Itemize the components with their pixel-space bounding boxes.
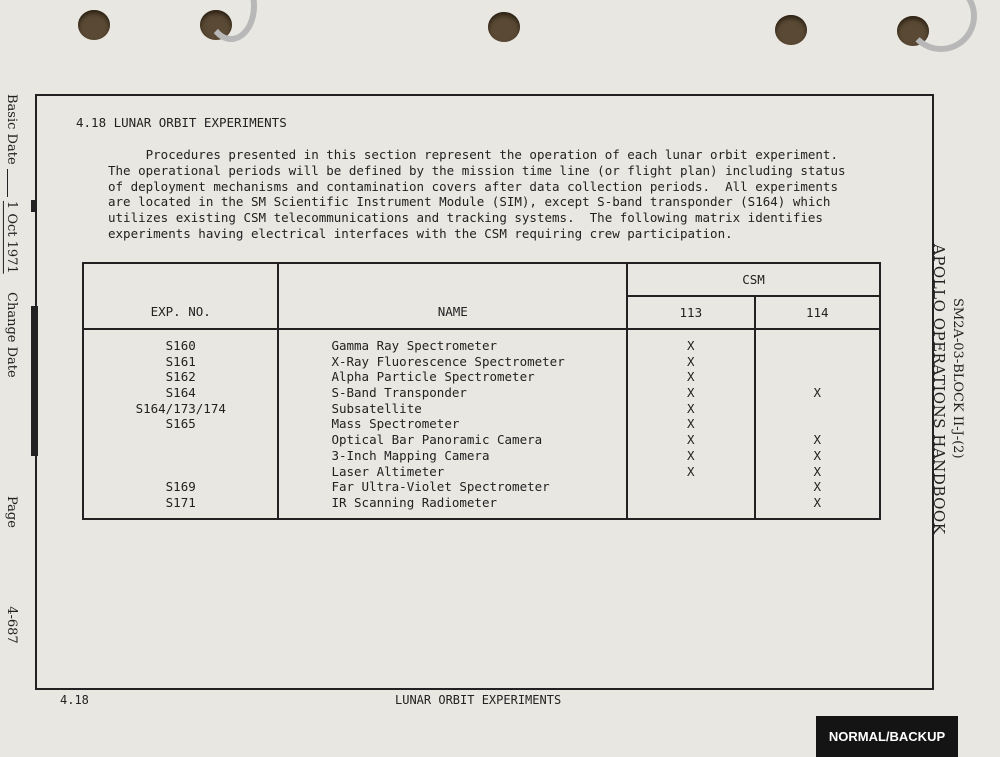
- experiment-name-cell: 3-Inch Mapping Camera: [331, 447, 490, 463]
- paragraph-line: of deployment mechanisms and contamination covers after data collection periods. All experiments: [108, 178, 838, 194]
- basic-date: 1 Oct 1971: [4, 200, 19, 274]
- csm-113-mark: [628, 495, 753, 511]
- footer-section-name: LUNAR ORBIT EXPERIMENTS: [395, 693, 562, 707]
- exp-no-cell: S161: [165, 353, 196, 369]
- csm-113-mark: X: [687, 369, 695, 385]
- experiment-name-cell: Gamma Ray Spectrometer: [331, 338, 498, 353]
- experiment-name-cell: IR Scanning Radiometer: [331, 494, 498, 510]
- csm-114-mark: [756, 416, 879, 432]
- header-113: 113: [627, 296, 754, 329]
- exp-no-cell: [84, 464, 277, 480]
- experiments-matrix: [82, 262, 881, 520]
- csm-113-mark: X: [687, 353, 695, 369]
- exp-no-cell: [84, 448, 277, 464]
- csm-113-mark: X: [687, 385, 695, 401]
- csm-114-mark: X: [813, 385, 822, 401]
- exp-no-column: [83, 329, 278, 519]
- csm-113-mark: X: [687, 338, 695, 353]
- csm-114-mark: [756, 369, 879, 385]
- exp-no-cell: S171: [165, 494, 196, 510]
- paragraph-line: The operational periods will be defined by the mission time line (or flight plan) including status: [108, 162, 846, 178]
- binder-hole: [488, 12, 520, 42]
- csm-113-column: [627, 329, 754, 519]
- page-number: 4-687: [4, 606, 19, 644]
- paragraph-line: experiments having electrical interfaces with the CSM requiring crew participation.: [108, 225, 733, 241]
- paragraph-line: Procedures presented in this section represent the operation of each lunar orbit experiment.: [108, 147, 838, 162]
- experiment-name-cell: S-Band Transponder: [331, 385, 467, 401]
- name-column: [278, 329, 627, 519]
- csm-114-mark: [756, 354, 879, 370]
- page-label: Page: [4, 495, 19, 528]
- exp-no-cell: S162: [165, 369, 196, 385]
- header-csm: CSM: [627, 263, 880, 296]
- left-margin-info: [4, 94, 19, 689]
- exp-no-cell: S165: [165, 416, 196, 432]
- experiment-name-cell: Far Ultra-Violet Spectrometer: [331, 479, 550, 495]
- csm-113-mark: X: [687, 447, 695, 463]
- csm-114-mark: X: [813, 432, 822, 448]
- csm-114-mark: [756, 401, 879, 417]
- change-date-label: Change Date: [4, 292, 19, 378]
- footer-section-number: 4.18: [60, 693, 89, 707]
- experiment-name-cell: Laser Altimeter: [331, 463, 445, 479]
- csm-114-mark: X: [813, 494, 822, 510]
- binder-hole: [775, 15, 807, 45]
- experiment-name-cell: Optical Bar Panoramic Camera: [331, 432, 543, 448]
- intro-paragraph: [108, 147, 898, 242]
- experiment-name-cell: Subsatellite: [331, 400, 422, 416]
- csm-113-mark: X: [687, 416, 695, 432]
- csm-113-mark: [628, 479, 753, 495]
- csm-114-mark: X: [813, 479, 822, 495]
- handbook-title: APOLLO OPERATIONS HANDBOOK: [930, 244, 948, 535]
- header-exp-no: EXP. NO.: [83, 263, 278, 329]
- basic-date-label: Basic Date: [4, 94, 19, 165]
- normal-backup-tab[interactable]: NORMAL/BACKUP: [816, 716, 958, 757]
- document-id: SM2A-03-BLOCK II-J-(2): [950, 298, 965, 459]
- csm-114-mark: X: [813, 463, 822, 479]
- exp-no-cell: S164: [165, 385, 196, 401]
- exp-no-cell: S164/173/174: [135, 400, 226, 416]
- header-114: 114: [755, 296, 880, 329]
- section-title: 4.18 LUNAR ORBIT EXPERIMENTS: [76, 115, 287, 130]
- exp-no-cell: S160: [165, 338, 196, 353]
- paragraph-line: utilizes existing CSM telecommunications and tracking systems. The following matrix identifies: [108, 210, 823, 226]
- experiment-name-cell: Mass Spectrometer: [331, 416, 460, 432]
- csm-114-mark: X: [813, 447, 822, 463]
- exp-no-cell: [84, 432, 277, 448]
- header-name: NAME: [278, 263, 627, 329]
- csm-114-column: [755, 329, 880, 519]
- experiment-name-cell: Alpha Particle Spectrometer: [331, 369, 535, 385]
- csm-113-mark: X: [687, 400, 695, 416]
- csm-113-mark: X: [687, 463, 695, 479]
- exp-no-cell: S169: [165, 479, 196, 495]
- binder-hole: [78, 10, 110, 40]
- paragraph-line: are located in the SM Scientific Instrument Module (SIM), except S-band transponder (S164) which: [108, 194, 831, 210]
- experiment-name-cell: X-Ray Fluorescence Spectrometer: [331, 353, 565, 369]
- csm-114-mark: [756, 338, 879, 354]
- csm-113-mark: X: [687, 432, 695, 448]
